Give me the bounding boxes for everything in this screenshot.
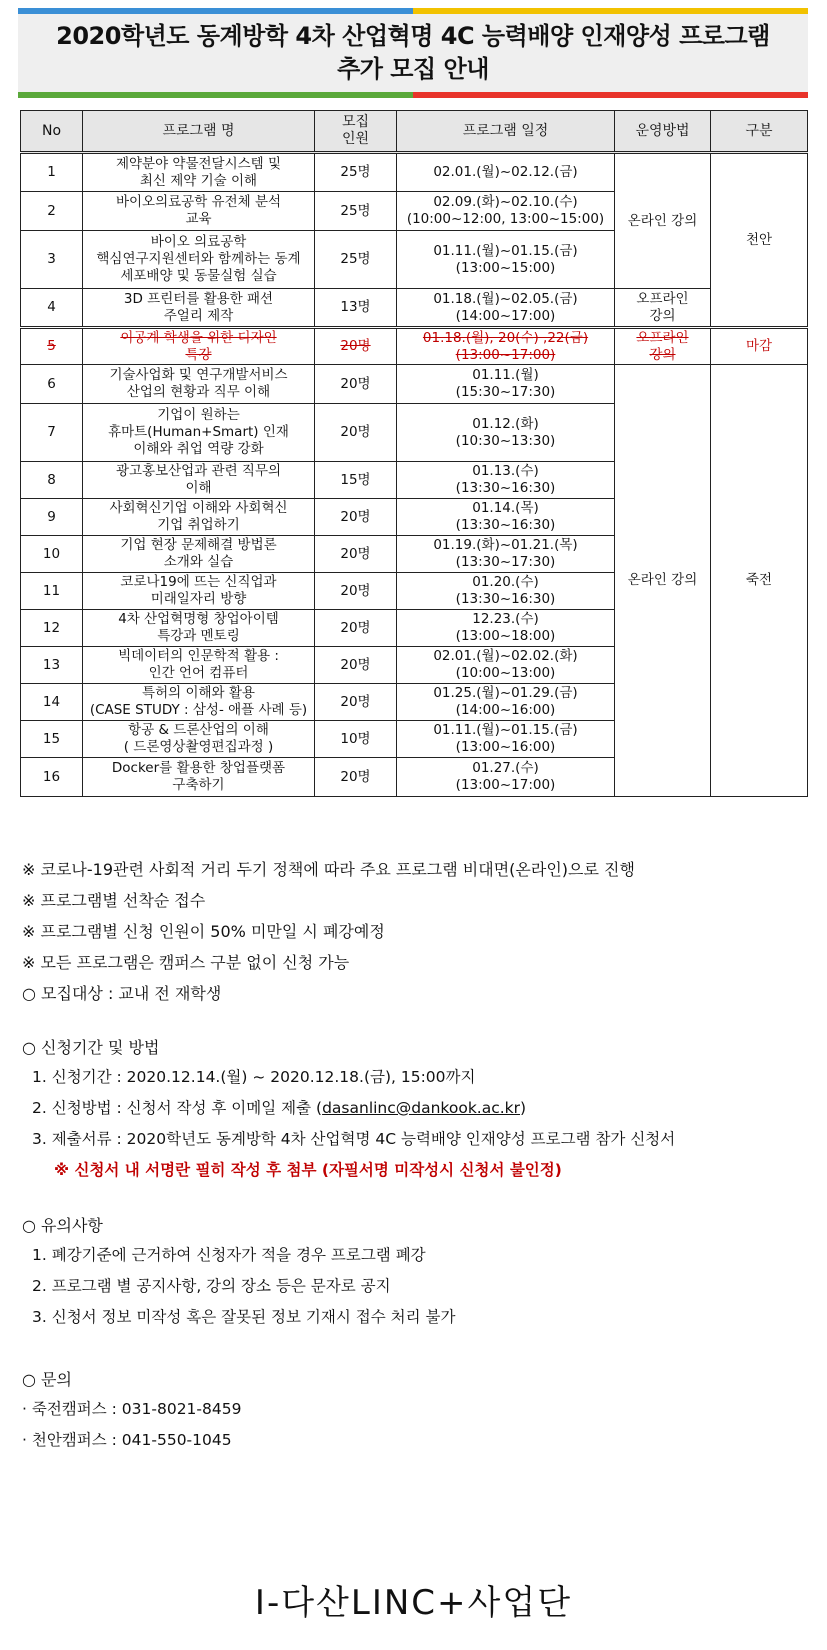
note-item: ※ 코로나-19관련 사회적 거리 두기 정책에 따라 주요 프로그램 비대면(온라인)으로 진행 — [22, 860, 635, 879]
row-no: 10 — [21, 536, 83, 573]
row-name: 기업이 원하는 휴마트(Human+Smart) 인재 이해와 취업 역량 강화 — [83, 404, 315, 462]
row-name: 사회혁신기업 이해와 사회혁신 기업 취업하기 — [83, 499, 315, 536]
note-item: ※ 프로그램별 신청 인원이 50% 미만일 시 폐강예정 — [22, 922, 385, 941]
row-no: 8 — [21, 462, 83, 499]
organization-footer: I-다산LINC+사업단 — [254, 1583, 573, 1623]
contact-heading: ○ 문의 — [22, 1370, 72, 1389]
row-name: 기술사업화 및 연구개발서비스 산업의 현황과 직무 이해 — [83, 365, 315, 404]
row-name: 항공 & 드론산업의 이해 ( 드론영상촬영편집과정 ) — [83, 721, 315, 758]
row-count: 20명 — [315, 536, 397, 573]
table-row-closed — [21, 328, 808, 365]
apply-section — [22, 1034, 812, 1186]
caution-item: 3. 신청서 정보 미작성 혹은 잘못된 정보 기재시 접수 처리 불가 — [32, 1308, 456, 1326]
signature-warning: ※ 신청서 내 서명란 필히 작성 후 첨부 (자필서명 미작성시 신청서 불인정) — [54, 1161, 562, 1179]
caution-heading: ○ 유의사항 — [22, 1216, 103, 1235]
row-schedule: 01.19.(화)~01.21.(목) (13:30~17:30) — [397, 536, 615, 573]
row-count: 20명 — [315, 758, 397, 797]
note-item: ※ 모든 프로그램은 캠퍼스 구분 없이 신청 가능 — [22, 953, 350, 972]
bottom-color-bar — [18, 92, 808, 98]
row-name: 바이오의료공학 유전체 분석 교육 — [83, 192, 315, 231]
row-count: 25명 — [315, 153, 397, 192]
row-schedule: 12.23.(수) (13:00~18:00) — [397, 610, 615, 647]
header-method: 운영방법 — [615, 111, 711, 153]
row-schedule: 01.14.(목) (13:30~16:30) — [397, 499, 615, 536]
row-count: 10명 — [315, 721, 397, 758]
row-schedule: 01.18.(월), 20(수) ,22(금) (13:00~17:00) — [397, 328, 615, 365]
contact-item: · 죽전캠퍼스 : 031-8021-8459 — [22, 1400, 242, 1418]
method-online-top: 온라인 강의 — [615, 153, 711, 289]
row-count: 25명 — [315, 231, 397, 289]
row-schedule: 01.13.(수) (13:30~16:30) — [397, 462, 615, 499]
row-no: 1 — [21, 153, 83, 192]
apply-documents: 3. 제출서류 : 2020학년도 동계방학 4차 산업혁명 4C 능력배양 인재양성 프로그램 참가 신청서 — [32, 1130, 676, 1148]
row-name: 제약분야 약물전달시스템 및 최신 제약 기술 이해 — [83, 153, 315, 192]
notes — [22, 854, 812, 1009]
caution-section — [22, 1212, 812, 1333]
caution-item: 2. 프로그램 별 공지사항, 강의 장소 등은 문자로 공지 — [32, 1277, 391, 1295]
row-no: 6 — [21, 365, 83, 404]
row-name: 광고홍보산업과 관련 직무의 이해 — [83, 462, 315, 499]
status-badge: 마감 — [711, 328, 808, 365]
row-count: 13명 — [315, 289, 397, 328]
header-count: 모집 인원 — [315, 111, 397, 153]
table-row — [21, 153, 808, 192]
row-no: 11 — [21, 573, 83, 610]
row-schedule: 01.12.(화) (10:30~13:30) — [397, 404, 615, 462]
apply-method: 2. 신청방법 : 신청서 작성 후 이메일 제출 (dasanlinc@dankook.ac.kr) — [32, 1099, 527, 1117]
row-no: 7 — [21, 404, 83, 462]
category-cheonan: 천안 — [711, 153, 808, 328]
row-no: 14 — [21, 684, 83, 721]
table-row — [21, 365, 808, 404]
row-count: 20명 — [315, 365, 397, 404]
header-no: No — [21, 111, 83, 153]
header-category: 구분 — [711, 111, 808, 153]
row-schedule: 01.27.(수) (13:00~17:00) — [397, 758, 615, 797]
table-row — [21, 289, 808, 328]
row-no: 2 — [21, 192, 83, 231]
row-name: 코로나19에 뜨는 신직업과 미래일자리 방향 — [83, 573, 315, 610]
row-no: 5 — [21, 328, 83, 365]
method-online-bottom: 온라인 강의 — [615, 365, 711, 797]
title-line-2: 추가 모집 안내 — [337, 55, 489, 83]
row-count: 20명 — [315, 610, 397, 647]
row-method: 오프라인 강의 — [615, 328, 711, 365]
contact-item: · 천안캠퍼스 : 041-550-1045 — [22, 1431, 232, 1449]
row-name: 3D 프린터를 활용한 패션 주얼리 제작 — [83, 289, 315, 328]
row-schedule: 01.11.(월) (15:30~17:30) — [397, 365, 615, 404]
row-schedule: 01.11.(월)~01.15.(금) (13:00~16:00) — [397, 721, 615, 758]
row-count: 20명 — [315, 328, 397, 365]
row-no: 15 — [21, 721, 83, 758]
row-name: 4차 산업혁명형 창업아이템 특강과 멘토링 — [83, 610, 315, 647]
row-no: 13 — [21, 647, 83, 684]
note-item: ※ 프로그램별 선착순 접수 — [22, 891, 206, 910]
row-schedule: 02.09.(화)~02.10.(수) (10:00~12:00, 13:00~15:00) — [397, 192, 615, 231]
row-schedule: 01.18.(월)~02.05.(금) (14:00~17:00) — [397, 289, 615, 328]
row-count: 20명 — [315, 647, 397, 684]
row-schedule: 01.25.(월)~01.29.(금) (14:00~16:00) — [397, 684, 615, 721]
row-schedule: 02.01.(월)~02.02.(화) (10:00~13:00) — [397, 647, 615, 684]
row-count: 25명 — [315, 192, 397, 231]
apply-heading: ○ 신청기간 및 방법 — [22, 1038, 160, 1057]
row-name: Docker를 활용한 창업플랫폼 구축하기 — [83, 758, 315, 797]
method-offline: 오프라인 강의 — [615, 289, 711, 328]
row-name: 특허의 이해와 활용 (CASE STUDY : 삼성- 애플 사례 등) — [83, 684, 315, 721]
row-no: 4 — [21, 289, 83, 328]
row-name: 이공계 학생을 위한 디자인 특강 — [83, 328, 315, 365]
row-name: 기업 현장 문제해결 방법론 소개와 실습 — [83, 536, 315, 573]
contact-section — [22, 1366, 812, 1456]
row-name: 빅데이터의 인문학적 활용 : 인간 언어 컴퓨터 — [83, 647, 315, 684]
row-count: 15명 — [315, 462, 397, 499]
row-name: 바이오 의료공학 핵심연구지원센터와 함께하는 동계 세포배양 및 동물실험 실습 — [83, 231, 315, 289]
row-count: 20명 — [315, 499, 397, 536]
header-schedule: 프로그램 일정 — [397, 111, 615, 153]
row-count: 20명 — [315, 684, 397, 721]
row-no: 3 — [21, 231, 83, 289]
apply-period: 1. 신청기간 : 2020.12.14.(월) ~ 2020.12.18.(금), 15:00까지 — [32, 1068, 476, 1086]
caution-item: 1. 폐강기준에 근거하여 신청자가 적을 경우 프로그램 폐강 — [32, 1246, 426, 1264]
row-schedule: 01.20.(수) (13:30~16:30) — [397, 573, 615, 610]
row-no: 16 — [21, 758, 83, 797]
target-line: ○ 모집대상 : 교내 전 재학생 — [22, 984, 222, 1003]
row-count: 20명 — [315, 573, 397, 610]
header-name: 프로그램 명 — [83, 111, 315, 153]
program-table — [20, 110, 808, 797]
table-header-row — [21, 111, 808, 153]
row-count: 20명 — [315, 404, 397, 462]
row-no: 12 — [21, 610, 83, 647]
title-line-1: 2020학년도 동계방학 4차 산업혁명 4C 능력배양 인재양성 프로그램 — [56, 22, 770, 50]
title-box — [18, 14, 808, 92]
email-link[interactable]: dasanlinc@dankook.ac.kr — [322, 1099, 521, 1117]
row-schedule: 01.11.(월)~01.15.(금) (13:00~15:00) — [397, 231, 615, 289]
row-no: 9 — [21, 499, 83, 536]
category-jukjeon: 죽전 — [711, 365, 808, 797]
row-schedule: 02.01.(월)~02.12.(금) — [397, 153, 615, 192]
